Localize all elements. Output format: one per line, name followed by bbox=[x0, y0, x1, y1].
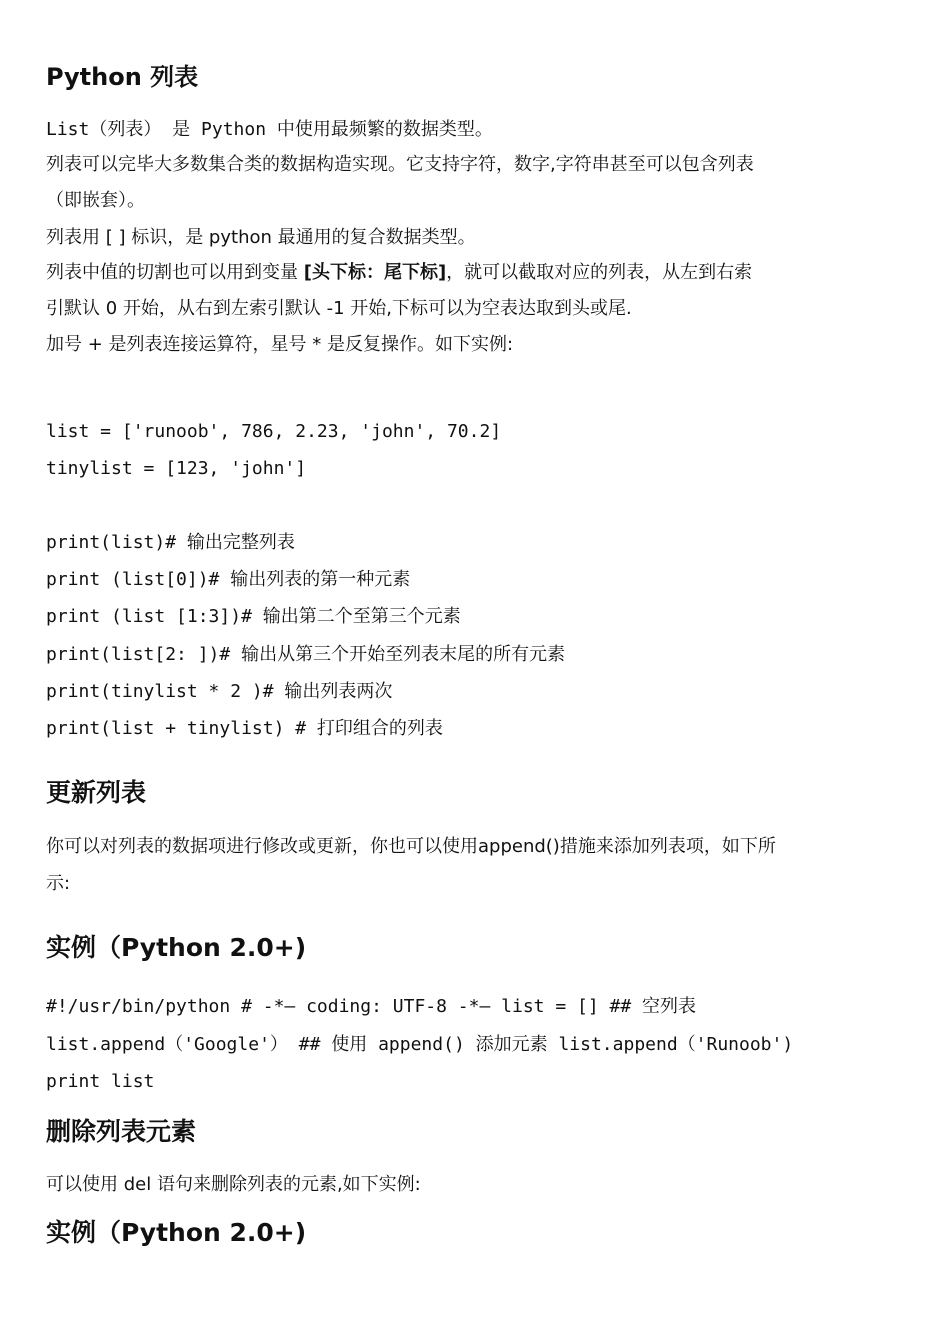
example-1-code-line-3: print list bbox=[46, 1071, 155, 1092]
slice-line-2: 引默认 0 开始，从右到左索引默认 -1 开始,下标可以为空表达取到头或尾. bbox=[46, 298, 632, 319]
intro-line-1: List（列表） 是 Python 中使用最频繁的数据类型。 bbox=[46, 119, 493, 140]
slice-line bbox=[46, 261, 752, 285]
slice-line-emphasis: [头下标：尾下标] bbox=[303, 262, 447, 283]
update-body-line-1: 你可以对列表的数据项进行修改或更新，你也可以使用append()措施来添加列表项，如下所 bbox=[46, 836, 776, 857]
intro-line-4: 列表用 [ ] 标识，是 python 最通用的复合数据类型。 bbox=[46, 227, 476, 248]
section-title-example-2: 实例（Python 2.0+) bbox=[46, 1218, 307, 1247]
code-line-5: print (list[0])# 输出列表的第一种元素 bbox=[46, 569, 411, 590]
example-1-code-line-1: #!/usr/bin/python # -*— coding: UTF-8 -*— list = [] ## 空列表 bbox=[46, 996, 697, 1017]
example-1-code-line-2: list.append（'Google'） ## 使用 append() 添加元素 list.append（'Runoob') bbox=[46, 1034, 794, 1055]
operators-line: 加号 + 是列表连接运算符，星号 * 是反复操作。如下实例: bbox=[46, 334, 514, 355]
slice-line-suffix: ，就可以截取对应的列表，从左到右索 bbox=[446, 262, 753, 283]
code-line-8: print(tinylist * 2 )# 输出列表两次 bbox=[46, 681, 393, 702]
intro-line-2: 列表可以完毕大多数集合类的数据构造实现。它支持字符，数字,字符串甚至可以包含列表 bbox=[46, 154, 754, 175]
section-title-delete-list: 删除列表元素 bbox=[46, 1117, 197, 1146]
code-line-7: print(list[2: ])# 输出从第三个开始至列表末尾的所有元素 bbox=[46, 644, 566, 665]
code-line-1: list = ['runoob', 786, 2.23, 'john', 70.2] bbox=[46, 421, 502, 442]
slice-line-prefix: 列表中值的切割也可以用到变量 bbox=[46, 262, 304, 283]
intro-line-3: （即嵌套）。 bbox=[46, 190, 145, 211]
code-line-6: print (list [1:3])# 输出第二个至第三个元素 bbox=[46, 606, 461, 627]
update-body-line-2: 示: bbox=[46, 873, 71, 894]
code-line-9: print(list + tinylist) # 打印组合的列表 bbox=[46, 718, 443, 739]
section-title-update-list: 更新列表 bbox=[46, 778, 147, 807]
section-title-example-1: 实例（Python 2.0+) bbox=[46, 933, 307, 962]
delete-body: 可以使用 del 语句来删除列表的元素,如下实例: bbox=[46, 1174, 421, 1195]
code-line-4: print(list)# 输出完整列表 bbox=[46, 532, 295, 553]
code-line-2: tinylist = [123, 'john'] bbox=[46, 458, 307, 479]
section-title-python-list: Python 列表 bbox=[46, 63, 199, 91]
